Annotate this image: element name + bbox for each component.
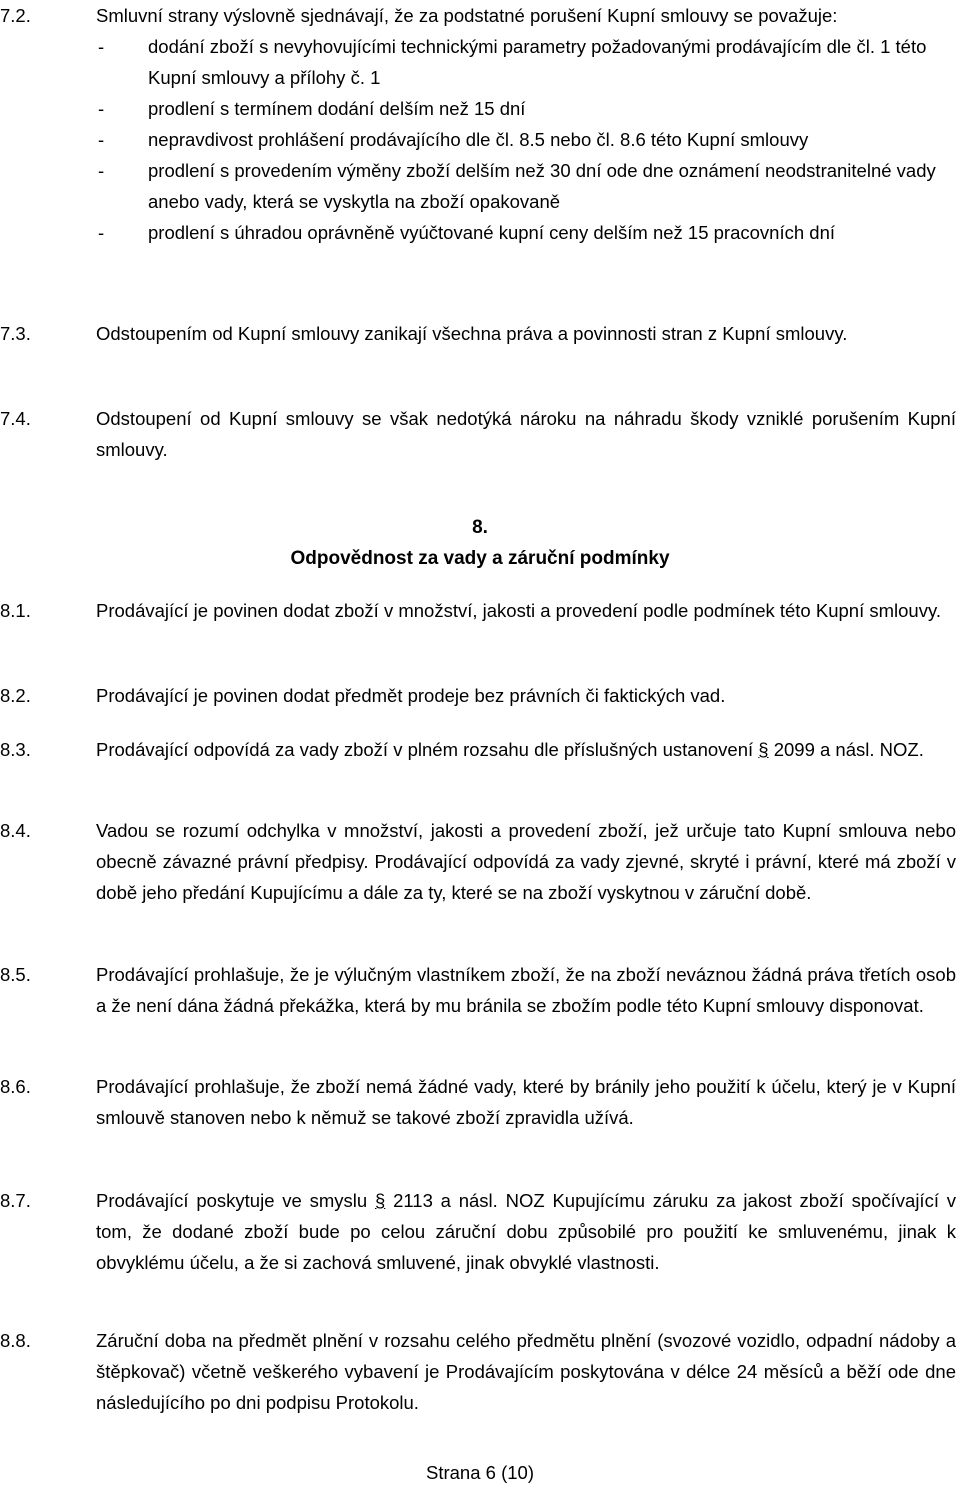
clause-8-3 [0, 734, 960, 765]
clause-number: 8.3. [0, 739, 31, 760]
clause-number: 7.2. [0, 5, 31, 26]
clause-8-8 [0, 1325, 960, 1418]
clause-text: Vadou se rozumí odchylka v množství, jakosti a provedení zboží, jež určuje tato Kupní smlouva nebo obecně závazné právní předpisy. Prodávající odpovídá za vady zjevné, skryté i právní, které má zboží v době jeho předání Kupujícímu a dále za ty, které se na zboží vyskytnou v záruční době. [96, 820, 956, 903]
clause-number: 8.6. [0, 1076, 31, 1097]
clause-number: 8.1. [0, 600, 31, 621]
clause-text: Záruční doba na předmět plnění v rozsahu celého předmětu plnění (svozové vozidlo, odpadní nádoby a štěpkovač) včetně veškerého vybavení je Prodávajícím poskytována v délce 24 měsíců a běží ode dne následujícího po dni podpisu Protokolu. [96, 1330, 956, 1413]
clause-text: Prodávající prohlašuje, že je výlučným vlastníkem zboží, že na zboží neváznou žádná práva třetích osob a že není dána žádná překážka, která by mu bránila se zbožím podle této Kupní smlouvy disponovat. [96, 964, 956, 1016]
clause-text: Prodávající poskytuje ve smyslu § 2113 a násl. NOZ Kupujícímu záruku za jakost zboží spočívající v tom, že dodané zboží bude po celou záruční dobu způsobilé pro použití ke smluvenému, jinak k obvyklému účelu, a že si zachová smluvené, jinak obvyklé vlastnosti. [96, 1190, 957, 1273]
clause-7-4 [0, 403, 960, 465]
clause-7-3 [0, 318, 960, 349]
clause-number: 8.5. [0, 964, 31, 985]
clause-text: Prodávající je povinen dodat zboží v množství, jakosti a provedení podle podmínek této Kupní smlouvy. [96, 600, 941, 621]
section-symbol: § [374, 1190, 386, 1211]
page-number: Strana 6 (10) [426, 1462, 534, 1483]
clause-number: 8.7. [0, 1190, 31, 1211]
list-item: - prodlení s termínem dodání delším než 15 dní [98, 98, 526, 119]
clause-8-2 [0, 680, 960, 711]
clause-text: Prodávající odpovídá za vady zboží v plném rozsahu dle příslušných ustanovení § 2099 a násl. NOZ. [96, 739, 924, 760]
clause-text: Odstoupením od Kupní smlouvy zanikají všechna práva a povinnosti stran z Kupní smlouvy. [96, 323, 848, 344]
clause-8-4 [0, 815, 960, 908]
list-item: - prodlení s provedením výměny zboží delším než 30 dní ode dne oznámení neodstranitelné vady anebo vady, která se vyskytla na zboží opakovaně [98, 160, 936, 212]
clause-8-6 [0, 1071, 960, 1133]
clause-7-2 [0, 0, 960, 248]
clause-8-5 [0, 959, 960, 1021]
list-item: - nepravdivost prohlášení prodávajícího dle čl. 8.5 nebo čl. 8.6 této Kupní smlouvy [98, 129, 809, 150]
clause-number: 8.4. [0, 820, 31, 841]
clause-number: 8.2. [0, 685, 31, 706]
section-symbol: § [758, 739, 769, 760]
clause-text: Smluvní strany výslovně sjednávají, že za podstatné porušení Kupní smlouvy se považuje: [96, 5, 838, 26]
clause-number: 7.3. [0, 323, 31, 344]
clause-8-7 [0, 1185, 960, 1278]
list-item: - prodlení s úhradou oprávněně vyúčtované kupní ceny delším než 15 pracovních dní [98, 222, 835, 243]
article-number: 8. [472, 517, 488, 538]
clause-text: Prodávající je povinen dodat předmět prodeje bez právních či faktických vad. [96, 685, 726, 706]
clause-number: 8.8. [0, 1330, 31, 1351]
clause-number: 7.4. [0, 408, 31, 429]
list-item: - dodání zboží s nevyhovujícími technickými parametry požadovanými prodávajícím dle čl. 1 této Kupní smlouvy a přílohy č. 1 [98, 36, 927, 88]
clause-text: Prodávající prohlašuje, že zboží nemá žádné vady, které by bránily jeho použití k účelu, který je v Kupní smlouvě stanoven nebo k němuž se takové zboží zpravidla užívá. [96, 1076, 956, 1128]
clause-text: Odstoupení od Kupní smlouvy se však nedotýká nároku na náhradu škody vzniklé porušením Kupní smlouvy. [96, 408, 956, 460]
clause-8-1 [0, 595, 960, 626]
article-title: Odpovědnost za vady a záruční podmínky [290, 548, 670, 569]
